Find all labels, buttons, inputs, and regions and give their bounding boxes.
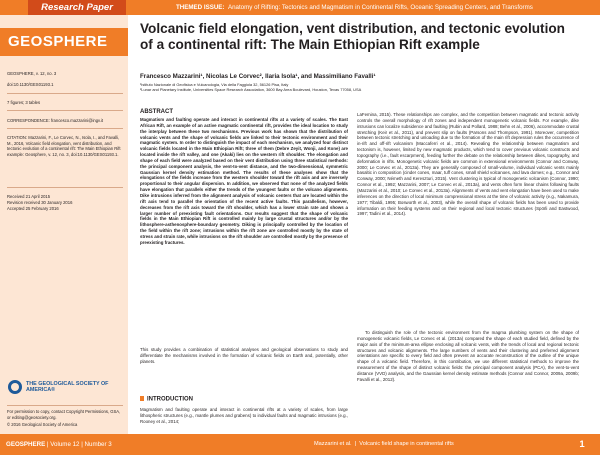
affiliation-1: ¹Istituto Nazionale di Geofisica e Vulcanologia, Via della Faggiola 32, 56126 Pisa, Italy <box>140 82 289 87</box>
footer-number: Number 3 <box>84 441 112 448</box>
sidebar-divider <box>7 110 123 111</box>
journal-logo-text: GEOSPHERE <box>8 33 108 50</box>
introduction-heading: INTRODUCTION <box>140 396 193 403</box>
sidebar-revision: Revision received 30 January 2016 <box>7 200 73 205</box>
sidebar-permission: For permission to copy, contact Copyright Permissions, GSA, or editing@geosociety.org. <box>7 409 121 420</box>
abstract-heading: ABSTRACT <box>140 109 173 115</box>
sidebar-copyright: © 2016 Geological Society of America <box>7 422 78 427</box>
footer-running-head: Mazzarini et al. | Volcanic field shape in continental rifts <box>314 441 454 447</box>
sidebar-doi[interactable]: doi:10.1130/GES01193.1 <box>7 82 54 87</box>
journal-logo <box>0 28 128 56</box>
sidebar-divider <box>7 93 123 94</box>
summary-text: This study provides a combination of statistical analyses and geological observations to study and differentiate the mechanisms involved in the formation of volcanic fields on Earth and, potentially, other planets. <box>140 347 348 364</box>
gsa-logo-icon <box>8 380 22 394</box>
footer-volume: Volume 12 <box>50 441 80 448</box>
sidebar-divider <box>7 128 123 129</box>
introduction-text: Magmatism and faulting operate and interact in continental rifts at a variety of scales, from large lithospheric structures (e.g., mantle plumes and grabens) to individual faults and magmatic intrusions (e.g., Rooney et al., 2014; <box>140 407 348 424</box>
footer-running-authors: Mazzarini et al. <box>314 441 352 447</box>
abstract-text: Magmatism and faulting operate and interact in continental rifts at a variety of scales. The East African Rift, an example of an active magmatic continental rift, provides the ideal location to study the interplay between these two mechanisms. Previous work has shown that the distribution of volcanic vents and the shape of volcanic fields are linked to their tectonic environment and their magmatic system. In order to distinguish the impact of each mechanism, we analyzed four distinct volcanic fields located in the Main Ethiopian Rift; three of them (Debre Zeyit, Wonji, and Kone) are located inside the rift valley, and one (Akaki) lies on the western rift shoulder. The elongation and shape of each field were analyzed based on their vent distribution using three statistical methods: the principal component analysis, the vent-to-vent distance, and the two-dimensional, symmetric Gaussian kernel density estimation method. The results of these analyses show that the elongations of the fields increase from the western shoulder toward the rift axis and are inversely proportional to their angular dispersion. In addition, we observed that none of the analyzed fields have elongation that parallels either the trends of the youngest faults or the volcano alignments. Dike intrusions inferred from the alignment analysis of volcanic centers that are located within the rift axis tend to parallel the orientation of the recent active faults. This parallelism, however, decreases from the rift axis toward the rift shoulder, which has a lower strain rate and shows a larger number of preexisting fault orientations. Our results suggest that the shape of volcanic fields in the Main Ethiopian Rift is controlled mainly by large crustal structures and/or by the lithosphere-asthenosphere-boundary geometry. Diking is principally controlled by the location of the field within the rift zone; intrusions within the rift zone are controlled mostly by the state of stress and strain rate, while intrusions on the rift shoulder are controlled mostly by the presence of preexisting fractures. <box>140 117 348 245</box>
affiliation-2: ²Lunar and Planetary Institute, Universities Space Research Association, 3600 Bay Area Boulevard, Houston, Texas 77058, USA <box>140 87 362 92</box>
sidebar <box>0 15 128 434</box>
article-authors: Francesco Mazzarini¹, Nicolas Le Corvec², Ilaria Isola¹, and Massimiliano Favalli¹ <box>140 73 376 80</box>
sidebar-divider <box>7 405 123 406</box>
footer-journal: GEOSPHERE <box>6 441 46 448</box>
sidebar-accepted: Accepted 25 February 2016 <box>7 206 59 211</box>
gsa-name: THE GEOLOGICAL SOCIETY OF AMERICA® <box>26 381 109 394</box>
sidebar-issue: GEOSPHERE, v. 12, no. 3 <box>7 71 57 76</box>
body-paragraph: LaFemina, 2015). These relationships are complex, and the competition between magmatic and tectonic activity controls the overall morphology of rift zones and independent monogenetic volcanic fields. For example, dike intrusions can localize subsidence and faulting (Rubin and Pollard, 1988; Behn et al., 2006), accommodate crustal stretching (Keir et al., 2011), and prevent slip on faults (Parsons and Thompson, 1991). Moreover, competition between tectonic stretching and unloading due to the formation of the main rift depression rules the occurrence of in-rift and off-rift volcanism (Maccaferri et al., 2014). Revealing the relationship between magmatism and tectonism is, however, limited by new magmatic products, which tend to cover previous volcanic constructs and topography (i.e., fault escarpment), feeding further the debate on the relationship between dikes, topography, and deformation in rifts. Monogenetic volcanic fields are common in extensional environments (Connor and Conway, 2000; Le Corvec et al., 2013a). They are generally composed of small-volume, individual volcanic vents mainly basaltic in composition (cinder cones, maar, tuff cones, small shield volcanoes, and lava domes; e.g., Connor and Conway, 2000; Németh and Kereszturi, 2015). Vent clustering is typical of monogenetic volcanism (Connor, 1990; Connor et al., 1992; Mazzarini, 2007; Le Corvec et al., 2013a), and vents often form linear chains following faults (Mazzarini et al., 2010; Le Corvec et al., 2013a). Alignments of vents and vent elongation have been used to make inferences on the direction of local minimum compressional stress at the time of volcanic activity (e.g., Nakamura, 1977; Tibaldi, 1995; Bosworth et al., 2003), while the overall shape of volcanic fields has been used to provide information on their feeding systems and on their regional and local tectonic structures (Spörli and Eastwood, 1997; Tadini et al., 2014). <box>357 112 579 217</box>
page-number: 1 <box>579 439 585 450</box>
sidebar-correspondence[interactable]: CORRESPONDENCE: francesco.mazzarini@ingv.it <box>7 118 104 123</box>
article-title: Volcanic field elongation, vent distribution, and tectonic evolution of a continental rift: The Main Ethiopian Rift example <box>140 21 565 52</box>
sidebar-received: Received 21 April 2015 <box>7 194 51 199</box>
footer-journal-info: GEOSPHERE | Volume 12 | Number 3 <box>6 441 112 448</box>
themed-issue-label: THEMED ISSUE: <box>176 4 225 11</box>
sidebar-divider <box>7 187 123 188</box>
article-type-tab: Research Paper <box>28 0 126 15</box>
footer-running-title: Volcanic field shape in continental rifts <box>359 441 454 447</box>
body-paragraph: To distinguish the role of the tectonic environment from the magma plumbing system on the shape of monogenetic volcanic fields, Le Corvec et al. (2013a) compared the shape of each studied field, defined by the major axis of the minimum-area ellipse enclosing all volcanic vents, with the trends of local and regional tectonic structures and volcanic alignments. The large numbers of vents and their clustering and preferred alignment orientations are specific to every field and often prevent an accurate reconstruction of the outline of the unique shape of a volcanic field. Therefore, in this contribution, we use different statistical methods to improve the measurement of the shape of distinct volcanic fields: the principal component analysis (PCA), the vent-to-vent distance (VVD) analysis, and the Gaussian kernel density estimate methods (Connor and Connor, 2009a, 2009b; Favalli et al., 2012). <box>357 330 579 382</box>
sidebar-citation: CITATION: Mazzarini, F., Le Corvec, N., Isola, I., and Favalli, M., 2016, Volcanic field elongation, vent distribution, and tectonic evolution of a continental rift: The Main Ethiopian Rift example: Geosphere, v. 12, no. 3, doi:10.1130/GES01193.1. <box>7 135 121 157</box>
sidebar-figures: 7 figures; 3 tables <box>7 100 41 105</box>
themed-issue-text: Anatomy of Rifting: Tectonics and Magmatism in Continental Rifts, Oceanic Spreading Centers, and Transforms <box>227 4 533 11</box>
themed-issue-line <box>176 0 596 15</box>
